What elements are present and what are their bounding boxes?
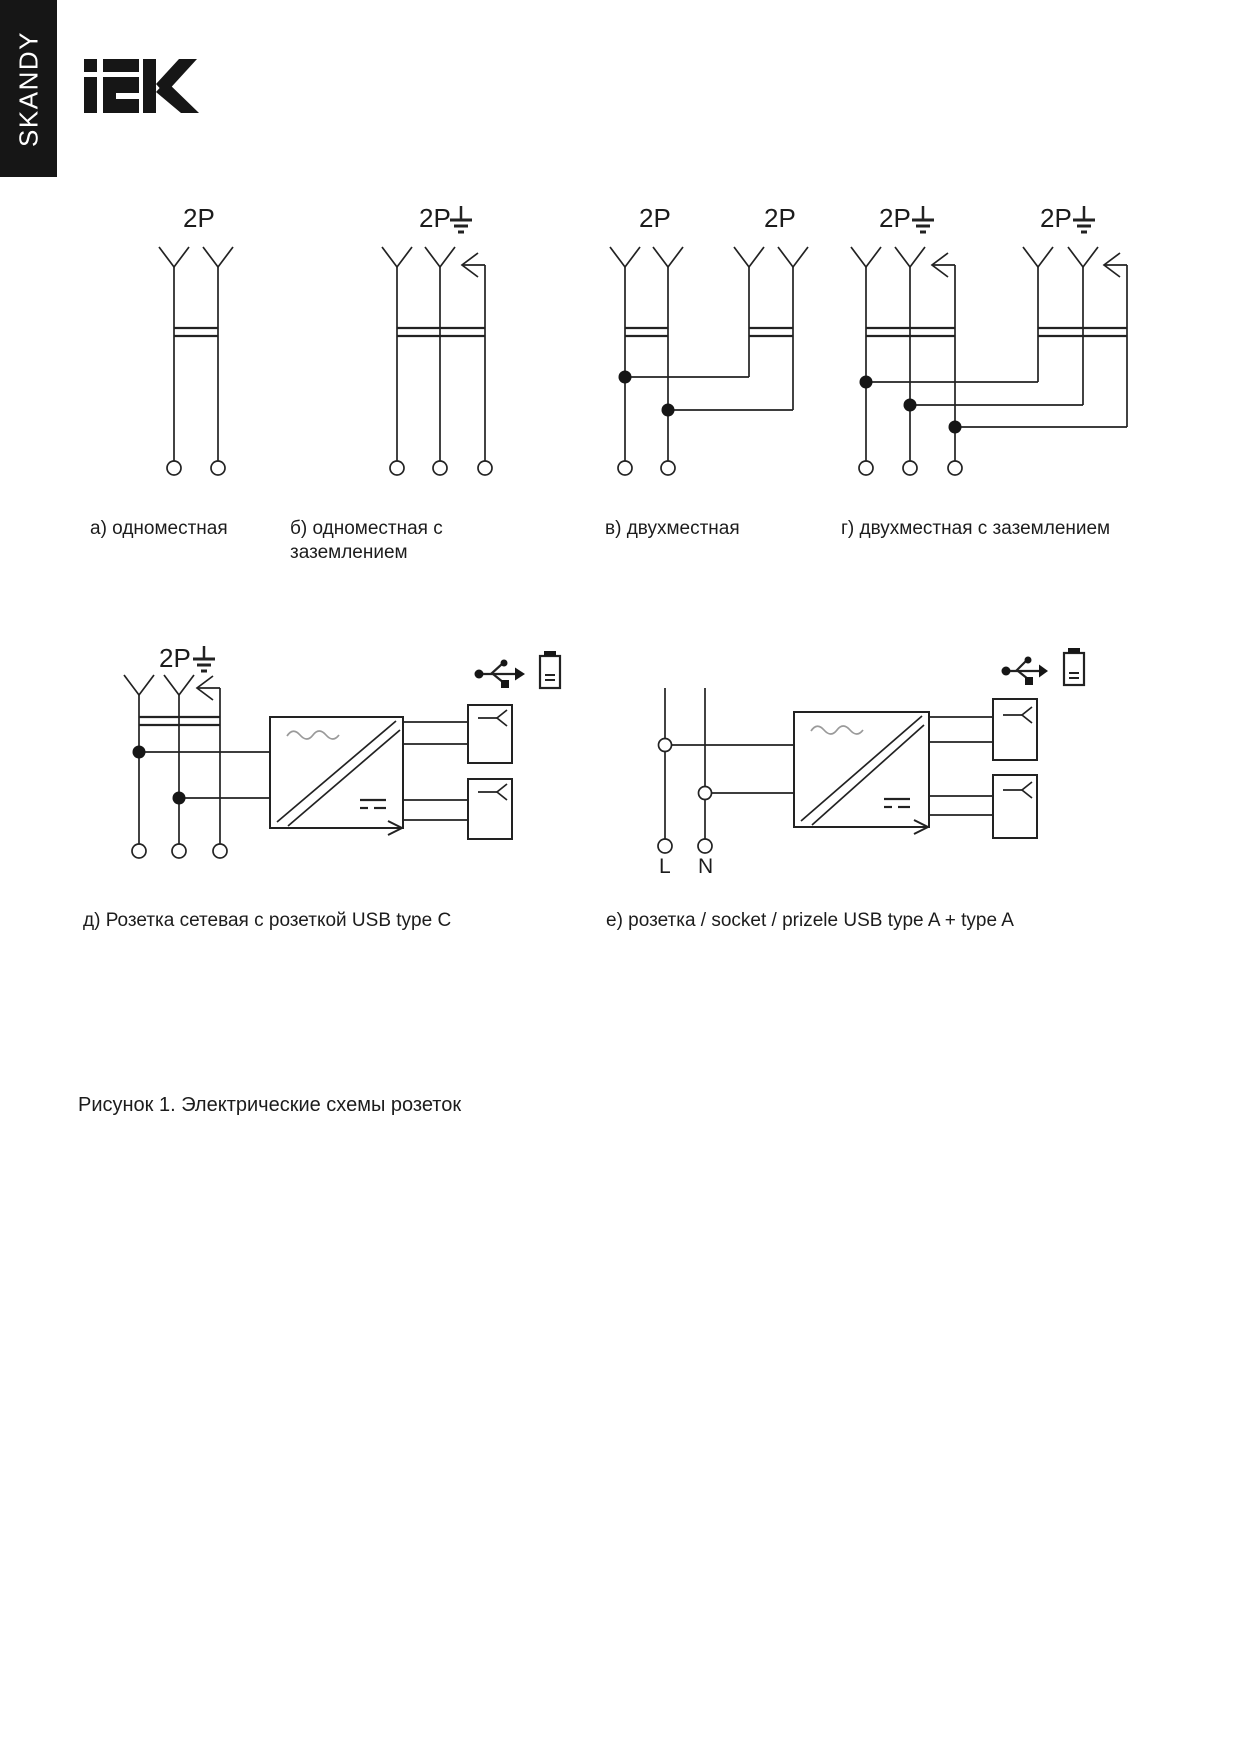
ground-earth-icon (450, 206, 472, 232)
usb-output-box (993, 775, 1037, 838)
caption-b-line2: заземлением (290, 542, 408, 563)
usb-trident-icon (1002, 657, 1049, 686)
pole-label-v-left: 2P (639, 203, 671, 233)
caption-b-line1: б) одноместная с (290, 518, 443, 539)
diagram-d-art (124, 646, 560, 858)
diagram-a-art (159, 247, 233, 475)
figure-caption: Рисунок 1. Электрические схемы розеток (78, 1094, 462, 1116)
caption-b (290, 517, 443, 565)
ground-earth-icon (912, 206, 934, 232)
usb-output-box (468, 705, 512, 763)
battery-icon (540, 651, 560, 688)
pole-label-b: 2P (419, 203, 451, 233)
socket-contact-icon (1003, 782, 1032, 798)
pole-label-a: 2P (183, 203, 215, 233)
skandy-label: SKANDY (13, 30, 43, 147)
caption-d: д) Розетка сетевая с розеткой USB type C (83, 910, 452, 931)
socket-contact-icon (478, 710, 507, 726)
usb-trident-icon (475, 660, 526, 689)
diagram-g-art (851, 206, 1127, 475)
acdc-converter-box (270, 717, 403, 835)
pole-label-d: 2P (159, 643, 191, 673)
diagram-v-art (610, 247, 808, 475)
caption-a: а) одноместная (90, 518, 228, 539)
caption-e: е) розетка / socket / prizele USB type A + type A (606, 910, 1014, 931)
socket-contact-icon (478, 784, 507, 800)
pole-label-g-right: 2P (1040, 203, 1072, 233)
caption-v: в) двухместная (605, 518, 740, 539)
ground-earth-icon (1073, 206, 1095, 232)
usb-output-box (468, 779, 512, 839)
pole-label-v-right: 2P (764, 203, 796, 233)
battery-icon (1064, 648, 1084, 685)
diagram-b-art (382, 206, 492, 475)
diagram-e-art (658, 648, 1084, 853)
line-label: L (659, 855, 671, 878)
ground-earth-icon (193, 646, 215, 671)
neutral-label: N (698, 855, 714, 878)
iek-logo (84, 59, 199, 113)
socket-contact-icon (1003, 707, 1032, 723)
usb-output-box (993, 699, 1037, 760)
acdc-converter-box (794, 712, 929, 834)
pole-label-g-left: 2P (879, 203, 911, 233)
caption-g: г) двухместная с заземлением (841, 518, 1111, 539)
